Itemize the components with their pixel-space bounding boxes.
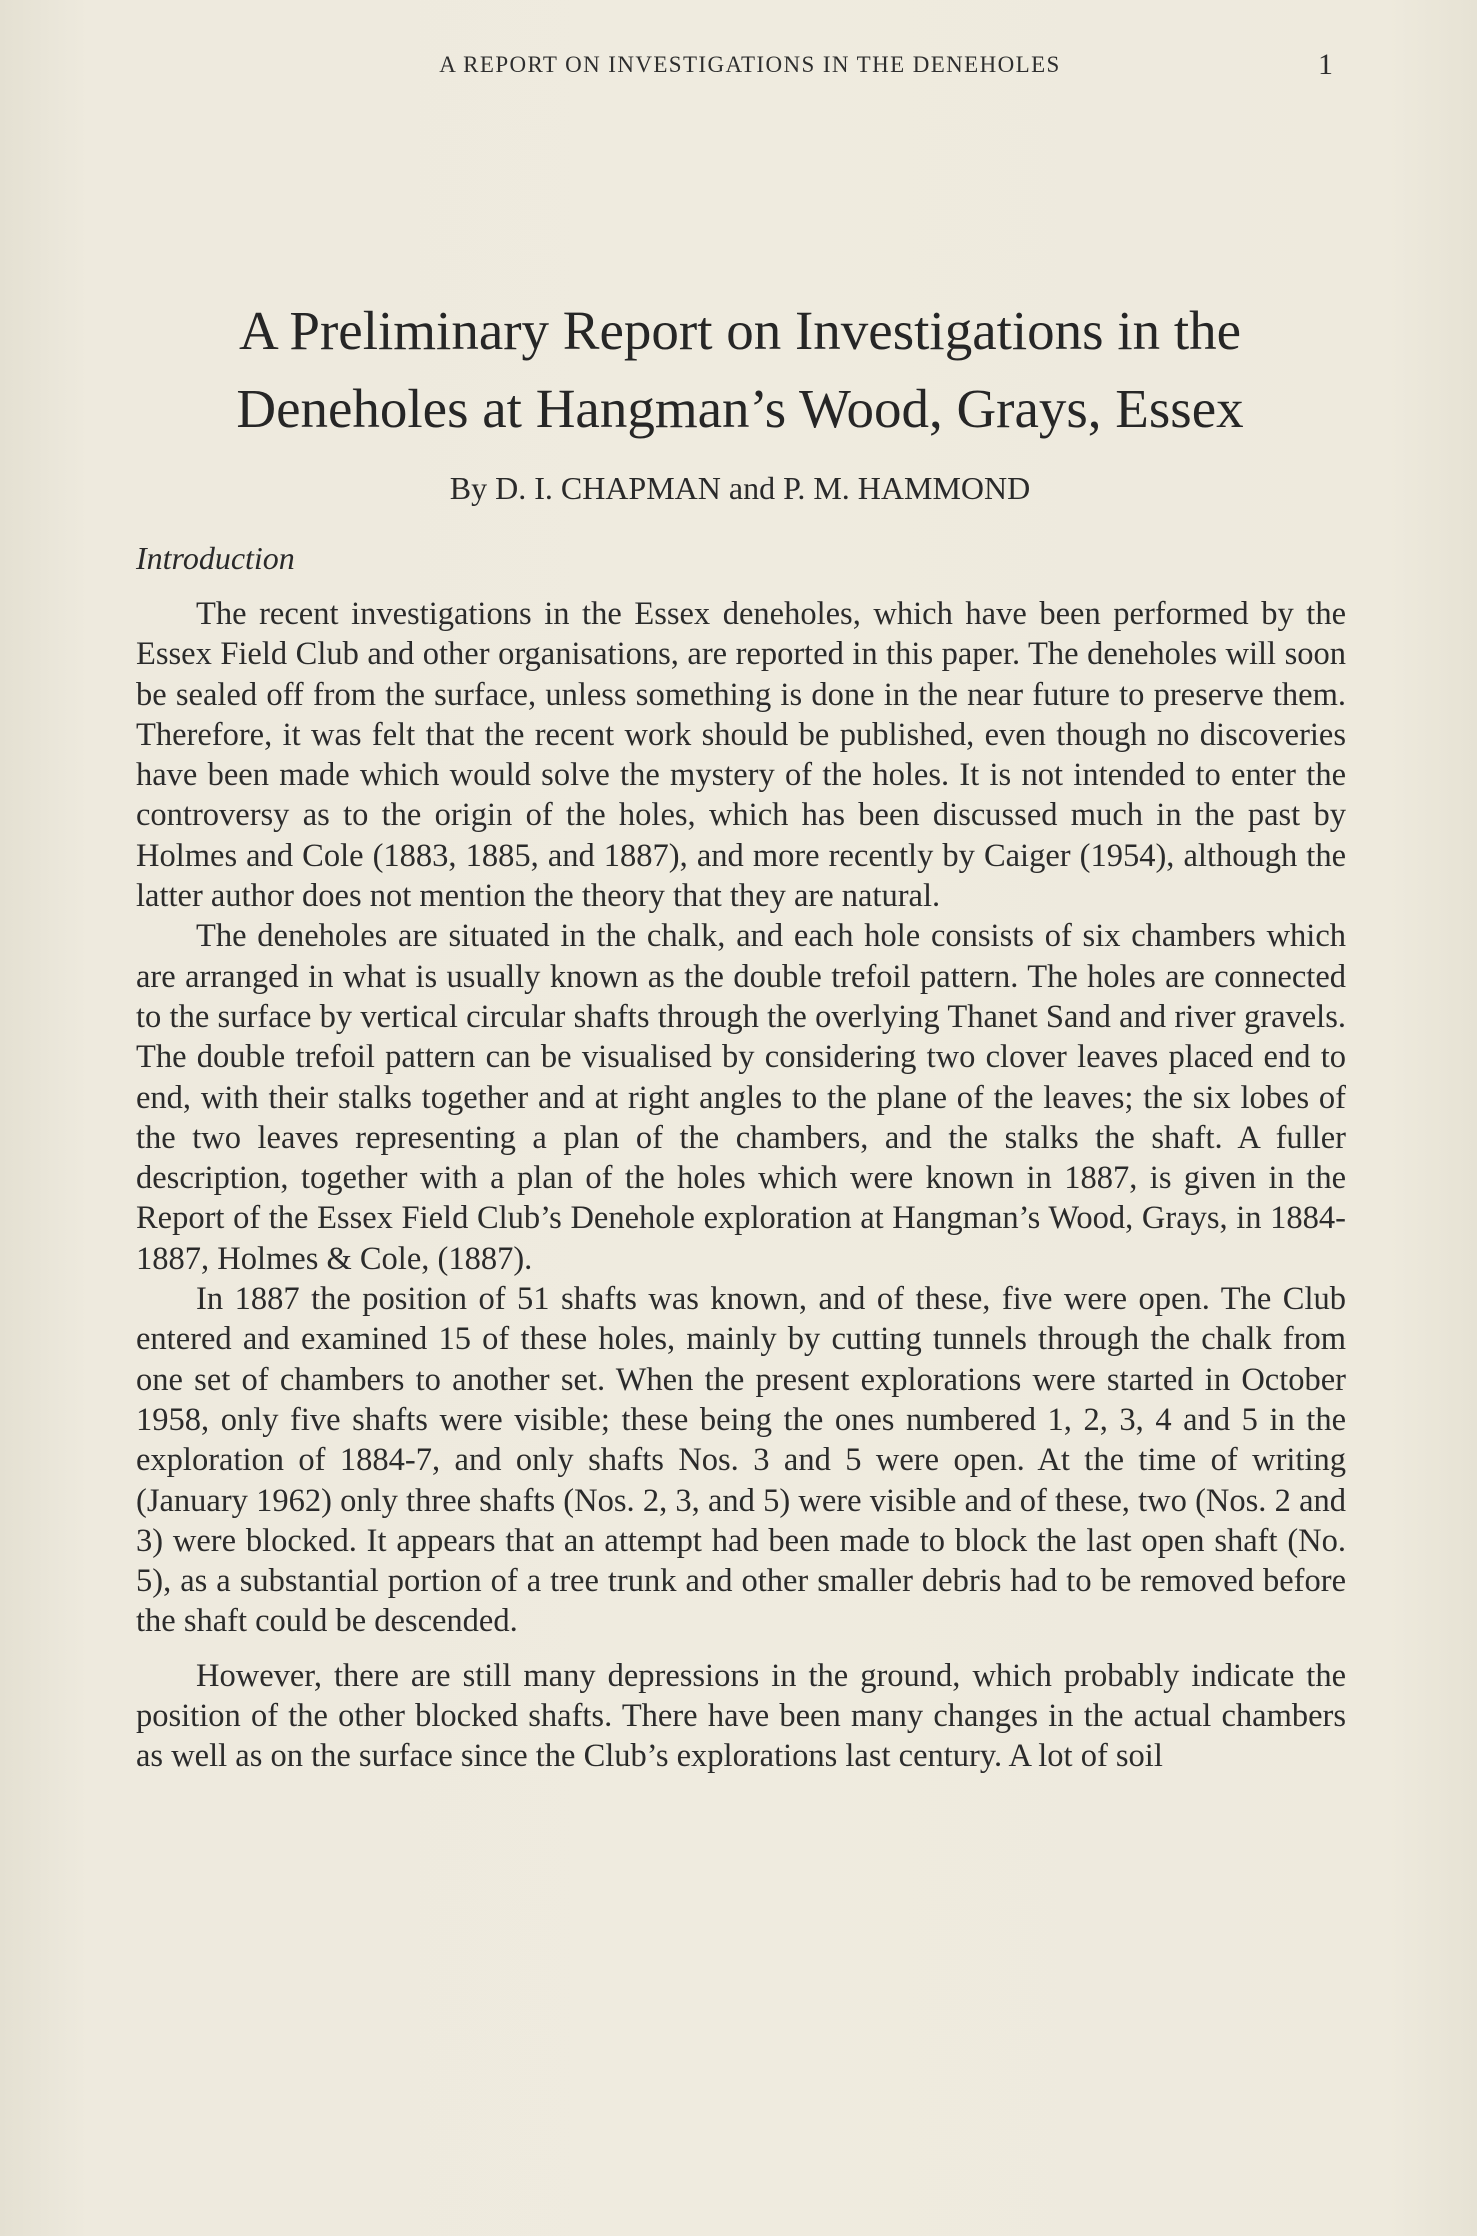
body-paragraph: The deneholes are situated in the chalk, and each hole consists of six chambers which are arranged in what is usually known as the double trefoil pattern. The holes are connected to the surface by vertical circular shafts through the overlying Thanet Sand and river gravels. The double trefoil pattern can be visualised by considering two clover leaves placed end to end, with their stalks together and at right angles to the plane of the leaves; the six lobes of the two leaves representing a plan of the chambers, and the stalks the shaft. A fuller description, together with a plan of the holes which were known in 1887, is given in the Report of the Essex Field Club’s Denehole exploration at Hangman’s Wood, Grays, in 1884-1887, Holmes & Cole, (1887). xyxy=(136,918,1346,1277)
article-title-line-2: Deneholes at Hangman’s Wood, Grays, Essex xyxy=(236,378,1244,439)
body-paragraph: In 1887 the position of 51 shafts was known, and of these, five were open. The Club entered and examined 15 of these holes, mainly by cutting tunnels through the chalk from one set of chambers to another set. When the present explorations were started in October 1958, only five shafts were visible; these being the ones numbered 1, 2, 3, 4 and 5 in the exploration of 1884-7, and only shafts Nos. 3 and 5 were open. At the time of writing (January 1962) only three shafts (Nos. 2, 3, and 5) were visible and of these, two (Nos. 2 and 3) were blocked. It appears that an attempt had been made to block the last open shaft (No. 5), as a substantial portion of a tree trunk and other smaller debris had to be removed before the shaft could be descended. xyxy=(136,1281,1346,1640)
article-title-line-1: A Preliminary Report on Investigations in the xyxy=(238,300,1242,361)
body-paragraph: However, there are still many depressions in the ground, which probably indicate the position of the other blocked shafts. There have been many changes in the actual chambers as well as on the surface since the Club’s explorations last century. A lot of soil xyxy=(136,1657,1346,1775)
page-number: 1 xyxy=(1318,48,1333,81)
article-title xyxy=(120,292,1360,448)
running-head: A REPORT ON INVESTIGATIONS IN THE DENEHOLES xyxy=(439,52,1061,77)
section-heading-introduction: Introduction xyxy=(136,540,295,576)
author-byline: By D. I. CHAPMAN and P. M. HAMMOND xyxy=(449,470,1031,506)
body-paragraph: The recent investigations in the Essex deneholes, which have been performed by the Essex Field Club and other organisations, are reported in this paper. The deneholes will soon be sealed off from the surface, unless something is done in the near future to preserve them. Therefore, it was felt that the recent work should be published, even though no discoveries have been made which would solve the mystery of the holes. It is not intended to enter the controversy as to the origin of the holes, which has been discussed much in the past by Holmes and Cole (1883, 1885, and 1887), and more recently by Caiger (1954), although the latter author does not mention the theory that they are natural. xyxy=(136,596,1346,915)
article-body xyxy=(136,594,1346,1777)
